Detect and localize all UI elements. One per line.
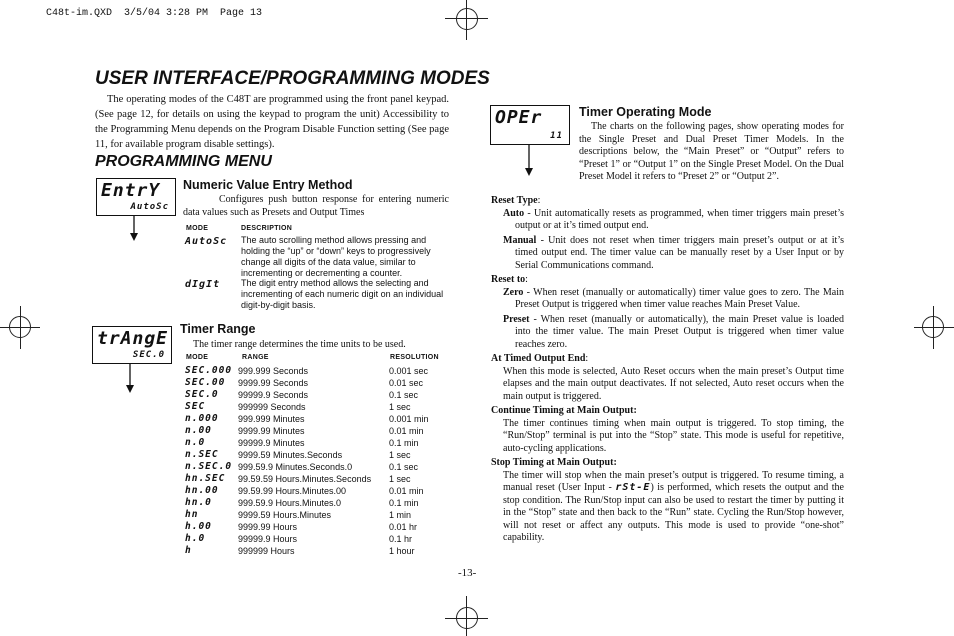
range-table-row bbox=[185, 533, 455, 545]
range-table-row bbox=[185, 497, 455, 509]
range-resolution: 1 sec bbox=[389, 474, 411, 484]
range-table-row bbox=[185, 437, 455, 449]
range-mode: n.000 bbox=[185, 413, 219, 424]
range-value: 99999.9 Hours bbox=[238, 534, 298, 544]
entry-lcd-sub: AutoSc bbox=[130, 202, 169, 212]
range-table-row bbox=[185, 545, 455, 557]
range-down-arrow-icon bbox=[125, 364, 135, 399]
range-mode: hn.00 bbox=[185, 485, 219, 496]
range-value: 999.999 Seconds bbox=[238, 366, 309, 376]
entry-mode-autosc: AutoSc bbox=[185, 236, 228, 247]
manual-text: - Unit does not reset when timer triggers main preset’s output or at it’s timed output end. The timer value can be manually reset by a User Input or by Serial Communications command. bbox=[515, 234, 844, 271]
range-col-range: RANGE bbox=[242, 354, 269, 361]
range-heading: Timer Range bbox=[180, 322, 256, 336]
range-value: 99.59.99 Hours.Minutes.00 bbox=[238, 486, 347, 496]
oper-lcd-main: OPEr bbox=[495, 107, 543, 128]
range-value: 9999.99 Hours bbox=[238, 522, 298, 532]
range-table-row bbox=[185, 485, 455, 497]
registration-circle-right bbox=[922, 316, 944, 338]
range-value: 9999.99 Minutes bbox=[238, 426, 305, 436]
range-value: 999.59.9 Minutes.Seconds.0 bbox=[238, 462, 353, 472]
range-table-row bbox=[185, 365, 455, 377]
zero-label: Zero bbox=[503, 286, 524, 298]
oper-body: Reset Type: Auto - Unit automatically resets as programmed, when timer triggers main preset’s output or at it’s timed output end. Manual - Unit does not reset when timer triggers main preset’s output or at it’s timed output end. The timer value can be manually reset by a User Input or by Serial Communications command. Reset to: Zero - When reset (manually or automatically) timer value goes to zero. The Main Preset Output is triggered when timer value reaches Main Preset Value. Preset - When reset (manually or automatically), the main Preset value is loaded into the timer value. The main Preset Output is triggered when timer value reaches zero. At Timed Output End: When this mode is selected, Auto Reset occurs when the main preset’s Output time elapses and the main output deactivates. If not selected, Auto reset occurs when the main output is triggered. Continue Timing at Main Output: The timer continues timing when main output is triggered. To stop timing, the “Run/Stop” terminal is put into the “Stop” state. This mode is useful for repetitive, auto-cycling applications. Stop Timing at Main Output: The timer will stop when the main preset’s output is triggered. To resume timing, a manual reset (User Input - rSt-E) is performed, which resets the output and the stop condition. The Run/Stop input can also be used to restart the timer by putting it in the “Stop” state and then back to the “Run” state. Cycling the Run/Stop however, will not reset or affect any outputs. This mode is used to provide “one-shot” capability. bbox=[491, 195, 844, 543]
range-value: 9999.99 Seconds bbox=[238, 378, 309, 388]
range-table-row bbox=[185, 461, 455, 473]
range-resolution: 0.1 hr bbox=[389, 534, 413, 544]
registration-circle-left bbox=[9, 316, 31, 338]
range-resolution: 0.01 min bbox=[389, 426, 424, 436]
range-mode: n.SEC.0 bbox=[185, 461, 233, 472]
manual-label: Manual bbox=[503, 234, 537, 246]
programming-menu-heading: PROGRAMMING MENU bbox=[95, 153, 272, 170]
range-resolution: 0.001 sec bbox=[389, 366, 429, 376]
oper-lcd-display bbox=[490, 105, 570, 145]
intro-paragraph: The operating modes of the C48T are programmed using the front panel keypad. (See page 12, for details on using the keypad to program the unit) Accessibility to the Programming Menu depends on the Program Disable Function setting (See page 11, for available program disable settings). bbox=[95, 94, 449, 150]
entry-desc-digit: The digit entry method allows the selecting and incrementing of each numeric digit on an individual digit-by-digit basis. bbox=[241, 278, 444, 310]
entry-lcd-main: EntrY bbox=[101, 180, 161, 201]
range-mode: h bbox=[185, 545, 192, 556]
range-table-row bbox=[185, 425, 455, 437]
range-mode: h.0 bbox=[185, 533, 206, 544]
range-value: 9999.59 Hours.Minutes bbox=[238, 510, 332, 520]
range-table-row bbox=[185, 377, 455, 389]
range-value: 99999.9 Seconds bbox=[238, 390, 309, 400]
page-title: USER INTERFACE/PROGRAMMING MODES bbox=[95, 68, 490, 89]
range-value: 999999 Hours bbox=[238, 546, 295, 556]
entry-col-description: DESCRIPTION bbox=[241, 225, 293, 232]
range-mode: hn.0 bbox=[185, 497, 212, 508]
range-mode: n.SEC bbox=[185, 449, 219, 460]
range-table-row bbox=[185, 521, 455, 533]
oper-down-arrow-icon bbox=[524, 145, 534, 182]
oper-heading: Timer Operating Mode bbox=[579, 105, 712, 119]
range-col-mode: MODE bbox=[186, 354, 209, 361]
entry-down-arrow-icon bbox=[129, 216, 139, 247]
reset-code: rSt-E bbox=[615, 482, 651, 493]
stop-timing-text-2: ) is performed, which resets the output and the stop condition. The Run/Stop input can also be used to restart the timer by putting it in the “Stop” state and then back to the “Run” state. Cycling the Run/Stop however, will not reset or affect any outputs. This mode is used to provide “one-shot” capability. bbox=[503, 482, 844, 543]
oper-lcd-sub: 11 bbox=[550, 131, 563, 141]
range-lcd-sub: SEC.0 bbox=[132, 350, 165, 360]
entry-desc-autosc: The auto scrolling method allows pressing and holding the “up” or “down” keys to progressively change all digits of the data value, similar to incrementing or decrementing a counter. bbox=[241, 235, 431, 278]
range-value: 999.59.9 Hours.Minutes.0 bbox=[238, 498, 342, 508]
range-resolution: 0.001 min bbox=[389, 414, 429, 424]
registration-circle-top bbox=[456, 8, 478, 30]
range-resolution: 0.1 min bbox=[389, 438, 419, 448]
range-mode: hn.SEC bbox=[185, 473, 226, 484]
stop-timing-text-1: The timer will stop when the main preset’s output is triggered. To resume timing, a manual reset (User Input - bbox=[503, 469, 844, 493]
range-resolution: 1 min bbox=[389, 510, 412, 520]
entry-description: Configures push button response for entering numeric data values such as Presets and Output Times bbox=[183, 194, 449, 218]
range-value: 99999.9 Minutes bbox=[238, 438, 305, 448]
range-description: The timer range determines the time units to be used. bbox=[193, 339, 406, 350]
range-table-row bbox=[185, 449, 455, 461]
range-value: 999.999 Minutes bbox=[238, 414, 305, 424]
timed-output-label: At Timed Output End bbox=[491, 353, 586, 364]
stop-timing-label: Stop Timing at Main Output: bbox=[491, 457, 617, 468]
range-mode: SEC bbox=[185, 401, 206, 412]
timed-output-text: When this mode is selected, Auto Reset occurs when the main preset’s Output time elapses and the main output deactivates. If not selected, Auto reset occurs when the main output is triggered. bbox=[503, 365, 844, 402]
range-mode: h.00 bbox=[185, 521, 212, 532]
range-lcd-main: trAngE bbox=[97, 328, 169, 349]
range-value: 999999 Seconds bbox=[238, 402, 306, 412]
reset-to-label: Reset to bbox=[491, 274, 526, 285]
range-resolution: 1 sec bbox=[389, 402, 411, 412]
range-mode: n.00 bbox=[185, 425, 212, 436]
range-mode: n.0 bbox=[185, 437, 206, 448]
range-table-row bbox=[185, 509, 455, 521]
entry-col-mode: MODE bbox=[186, 225, 209, 232]
range-resolution: 0.01 hr bbox=[389, 522, 418, 532]
range-value: 99.59.59 Hours.Minutes.Seconds bbox=[238, 474, 372, 484]
range-resolution: 0.1 sec bbox=[389, 390, 419, 400]
range-resolution: 0.01 sec bbox=[389, 378, 424, 388]
continue-timing-text: The timer continues timing when main output is triggered. To stop timing, the “Run/Stop” terminal is put into the “Stop” state. This mode is useful for repetitive, auto-cycling applications. bbox=[503, 417, 844, 454]
preset-label: Preset bbox=[503, 313, 530, 325]
auto-label: Auto bbox=[503, 207, 525, 219]
entry-heading: Numeric Value Entry Method bbox=[183, 178, 353, 192]
entry-mode-digit: dIgIt bbox=[185, 279, 221, 290]
zero-text: - When reset (manually or automatically) timer value goes to zero. The Main Preset Output is triggered when timer value reaches Main Preset Value. bbox=[515, 286, 844, 310]
range-table-body bbox=[185, 365, 455, 557]
registration-circle-bottom bbox=[456, 607, 478, 629]
continue-timing-label: Continue Timing at Main Output: bbox=[491, 405, 637, 416]
page-number: -13- bbox=[458, 567, 477, 579]
range-resolution: 1 hour bbox=[389, 546, 415, 556]
range-value: 9999.59 Minutes.Seconds bbox=[238, 450, 343, 460]
range-mode: SEC.000 bbox=[185, 365, 233, 376]
auto-text: - Unit automatically resets as programmed, when timer triggers main preset’s output or at it’s timed output end. bbox=[515, 207, 844, 231]
range-lcd-display bbox=[92, 326, 172, 364]
range-mode: SEC.0 bbox=[185, 389, 219, 400]
range-table-row bbox=[185, 389, 455, 401]
oper-description: The charts on the following pages, show operating modes for the Single Preset and Dual Preset Timer Models. In the descriptions below, the “Main Preset” or “Output” refers to “Preset 1” or “Output 1” on the Single Preset Model. On the Dual Preset Model it refers to “Preset 2” or “Output 2”. bbox=[579, 121, 844, 182]
range-col-resolution: RESOLUTION bbox=[390, 354, 439, 361]
range-resolution: 0.1 sec bbox=[389, 462, 419, 472]
reset-type-label: Reset Type bbox=[491, 195, 538, 206]
range-mode: SEC.00 bbox=[185, 377, 226, 388]
range-table-row bbox=[185, 473, 455, 485]
range-resolution: 0.01 min bbox=[389, 486, 424, 496]
range-table-row bbox=[185, 413, 455, 425]
range-resolution: 0.1 min bbox=[389, 498, 419, 508]
range-mode: hn bbox=[185, 509, 199, 520]
entry-lcd-display bbox=[96, 178, 176, 216]
range-resolution: 1 sec bbox=[389, 450, 411, 460]
range-table-row bbox=[185, 401, 455, 413]
slug-line: C48t-im.QXD 3/5/04 3:28 PM Page 13 bbox=[46, 8, 263, 19]
preset-text: - When reset (manually or automatically), the main Preset value is loaded into the timer value. The main Preset Output is triggered when timer value reaches zero. bbox=[515, 313, 844, 350]
